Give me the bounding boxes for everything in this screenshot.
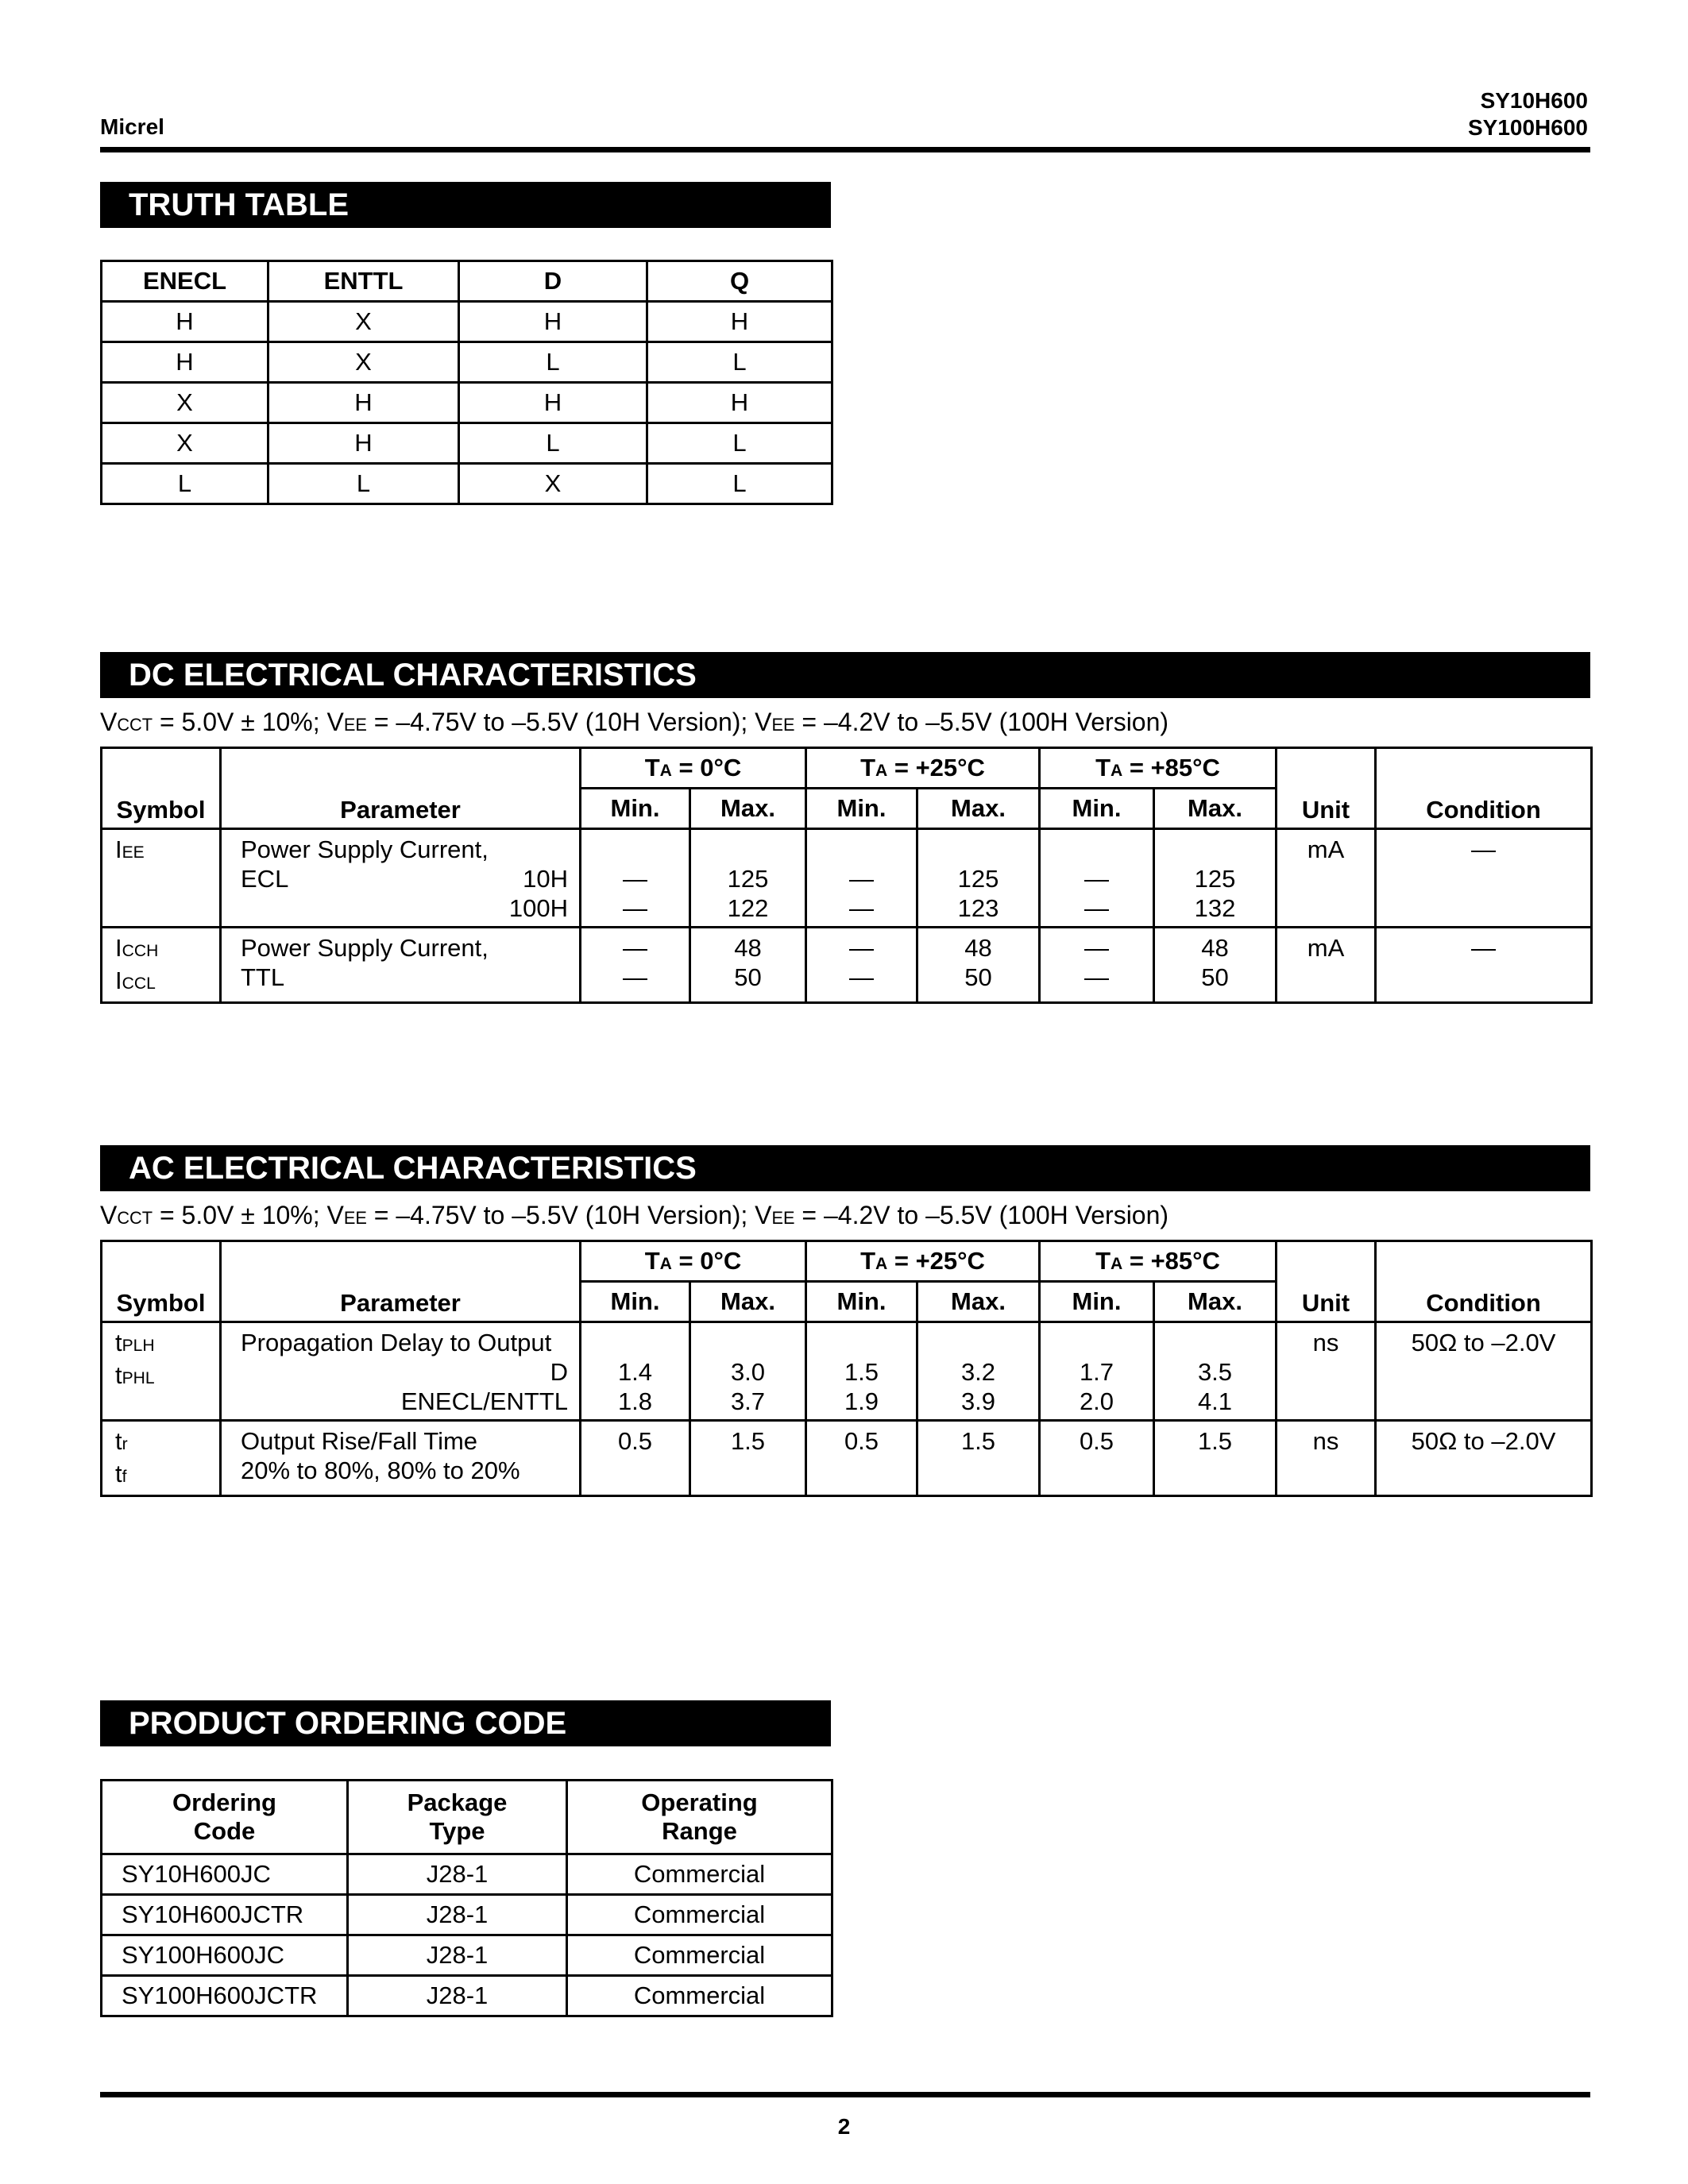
column-header-condition: Condition — [1376, 1241, 1592, 1322]
part-numbers — [1468, 87, 1588, 141]
max-cell: 1.5 — [917, 1421, 1040, 1496]
column-header-symbol: Symbol — [102, 748, 221, 829]
ac-section-title: AC ELECTRICAL CHARACTERISTICS — [100, 1145, 1590, 1191]
table-row — [102, 1976, 832, 2016]
unit-cell: mA — [1277, 829, 1376, 928]
column-header-max: Max. — [690, 1282, 806, 1322]
min-cell: — — — [1040, 829, 1154, 928]
max-cell: 1.5 — [1154, 1421, 1277, 1496]
package-type-cell: J28-1 — [348, 1895, 567, 1935]
table-cell: H — [268, 383, 459, 423]
parameter-cell: Power Supply Current, TTL — [221, 928, 581, 1003]
min-cell: — — — [806, 928, 917, 1003]
table-cell: H — [102, 342, 268, 383]
table-row — [102, 423, 832, 464]
ac-test-conditions: VCCT = 5.0V ± 10%; VEE = –4.75V to –5.5V (10H Version); VEE = –4.2V to –5.5V (100H Version) — [100, 1201, 1169, 1229]
min-cell: — — — [1040, 928, 1154, 1003]
symbol-cell: ICCH ICCL — [102, 928, 221, 1003]
dc-test-conditions: VCCT = 5.0V ± 10%; VEE = –4.75V to –5.5V (10H Version); VEE = –4.2V to –5.5V (100H Version) — [100, 708, 1169, 736]
column-header: D — [459, 261, 647, 302]
table-row — [102, 1895, 832, 1935]
temp-header-0c: TA = 0°C — [581, 1241, 806, 1282]
column-header-max: Max. — [917, 1282, 1040, 1322]
table-row-icc — [102, 928, 1592, 1003]
footer-rule — [100, 2092, 1590, 2097]
table-cell: H — [647, 383, 832, 423]
column-header-max: Max. — [1154, 1282, 1277, 1322]
package-type-cell: J28-1 — [348, 1935, 567, 1976]
column-header-package-type: Package Type — [348, 1781, 567, 1854]
parameter-cell: Output Rise/Fall Time 20% to 80%, 80% to 20% — [221, 1421, 581, 1496]
table-cell: L — [647, 423, 832, 464]
column-header-max: Max. — [917, 789, 1040, 829]
max-cell: 125 122 — [690, 829, 806, 928]
column-header-min: Min. — [581, 789, 690, 829]
ordering-section-title: PRODUCT ORDERING CODE — [100, 1700, 831, 1746]
min-cell: — — — [806, 829, 917, 928]
operating-range-cell: Commercial — [567, 1976, 832, 2016]
temp-header-0c: TA = 0°C — [581, 748, 806, 789]
column-header: Q — [647, 261, 832, 302]
ordering-code-cell: SY100H600JCTR — [102, 1976, 348, 2016]
column-header-symbol: Symbol — [102, 1241, 221, 1322]
table-cell: L — [459, 423, 647, 464]
table-cell: L — [647, 342, 832, 383]
operating-range-cell: Commercial — [567, 1895, 832, 1935]
column-header-unit: Unit — [1277, 748, 1376, 829]
column-header-max: Max. — [1154, 789, 1277, 829]
condition-cell: 50Ω to –2.0V — [1376, 1421, 1592, 1496]
table-row — [102, 302, 832, 342]
temp-header-25c: TA = +25°C — [806, 748, 1040, 789]
max-cell: 1.5 — [690, 1421, 806, 1496]
truth-table-header-row — [102, 261, 832, 302]
table-cell: X — [459, 464, 647, 504]
table-cell: L — [459, 342, 647, 383]
dc-section-title: DC ELECTRICAL CHARACTERISTICS — [100, 652, 1590, 698]
ac-characteristics-table — [100, 1240, 1593, 1497]
ordering-header-row — [102, 1781, 832, 1854]
ordering-code-cell: SY100H600JC — [102, 1935, 348, 1976]
max-cell: 3.0 3.7 — [690, 1322, 806, 1421]
max-cell: 48 50 — [917, 928, 1040, 1003]
column-header-parameter: Parameter — [221, 748, 581, 829]
max-cell: 48 50 — [1154, 928, 1277, 1003]
min-cell: — — — [581, 829, 690, 928]
part-number-10h: SY10H600 — [1480, 88, 1588, 113]
table-cell: H — [102, 302, 268, 342]
table-row — [102, 464, 832, 504]
operating-range-cell: Commercial — [567, 1854, 832, 1895]
table-row — [102, 1854, 832, 1895]
operating-range-cell: Commercial — [567, 1935, 832, 1976]
table-cell: L — [102, 464, 268, 504]
table-row — [102, 383, 832, 423]
column-header-max: Max. — [690, 789, 806, 829]
max-cell: 125 123 — [917, 829, 1040, 928]
temp-header-85c: TA = +85°C — [1040, 748, 1277, 789]
column-header-condition: Condition — [1376, 748, 1592, 829]
table-cell: X — [102, 383, 268, 423]
table-cell: X — [102, 423, 268, 464]
truth-table — [100, 260, 833, 505]
unit-cell: mA — [1277, 928, 1376, 1003]
dc-characteristics-table — [100, 747, 1593, 1004]
condition-cell: — — [1376, 829, 1592, 928]
min-cell: 0.5 — [1040, 1421, 1154, 1496]
max-cell: 48 50 — [690, 928, 806, 1003]
table-row — [102, 342, 832, 383]
table-cell: L — [268, 464, 459, 504]
header-rule — [100, 147, 1590, 152]
temp-header-25c: TA = +25°C — [806, 1241, 1040, 1282]
min-cell: 0.5 — [581, 1421, 690, 1496]
symbol-cell: IEE — [102, 829, 221, 928]
condition-cell: 50Ω to –2.0V — [1376, 1322, 1592, 1421]
table-cell: H — [459, 302, 647, 342]
column-header-min: Min. — [581, 1282, 690, 1322]
column-header-operating-range: Operating Range — [567, 1781, 832, 1854]
column-header-ordering-code: Ordering Code — [102, 1781, 348, 1854]
min-cell: — — — [581, 928, 690, 1003]
column-header-parameter: Parameter — [221, 1241, 581, 1322]
min-cell: 1.7 2.0 — [1040, 1322, 1154, 1421]
part-number-100h: SY100H600 — [1467, 115, 1588, 140]
column-header-min: Min. — [1040, 1282, 1154, 1322]
table-cell: X — [268, 342, 459, 383]
unit-cell: ns — [1277, 1421, 1376, 1496]
column-header: ENTTL — [268, 261, 459, 302]
ordering-code-cell: SY10H600JC — [102, 1854, 348, 1895]
table-cell: H — [268, 423, 459, 464]
table-cell: X — [268, 302, 459, 342]
table-row-iee — [102, 829, 1592, 928]
ordering-code-cell: SY10H600JCTR — [102, 1895, 348, 1935]
company-name: Micrel — [100, 114, 164, 139]
column-header: ENECL — [102, 261, 268, 302]
table-row — [102, 1935, 832, 1976]
table-row-rise-fall — [102, 1421, 1592, 1496]
max-cell: 3.5 4.1 — [1154, 1322, 1277, 1421]
parameter-cell: Power Supply Current, ECL 10H 100H — [221, 829, 581, 928]
max-cell: 3.2 3.9 — [917, 1322, 1040, 1421]
ordering-code-table — [100, 1779, 833, 2017]
table-cell: H — [647, 302, 832, 342]
max-cell: 125 132 — [1154, 829, 1277, 928]
table-cell: H — [459, 383, 647, 423]
column-header-min: Min. — [806, 1282, 917, 1322]
condition-cell: — — [1376, 928, 1592, 1003]
column-header-unit: Unit — [1277, 1241, 1376, 1322]
column-header-min: Min. — [806, 789, 917, 829]
parameter-cell: Propagation Delay to Output D ENECL/ENTTL — [221, 1322, 581, 1421]
table-row-propagation-delay — [102, 1322, 1592, 1421]
column-header-min: Min. — [1040, 789, 1154, 829]
min-cell: 1.5 1.9 — [806, 1322, 917, 1421]
unit-cell: ns — [1277, 1322, 1376, 1421]
temp-header-85c: TA = +85°C — [1040, 1241, 1277, 1282]
package-type-cell: J28-1 — [348, 1976, 567, 2016]
symbol-cell: tr tf — [102, 1421, 221, 1496]
min-cell: 0.5 — [806, 1421, 917, 1496]
symbol-cell: tPLH tPHL — [102, 1322, 221, 1421]
page-number: 2 — [837, 2114, 851, 2139]
table-cell: L — [647, 464, 832, 504]
truth-table-title: TRUTH TABLE — [100, 182, 831, 228]
package-type-cell: J28-1 — [348, 1854, 567, 1895]
min-cell: 1.4 1.8 — [581, 1322, 690, 1421]
